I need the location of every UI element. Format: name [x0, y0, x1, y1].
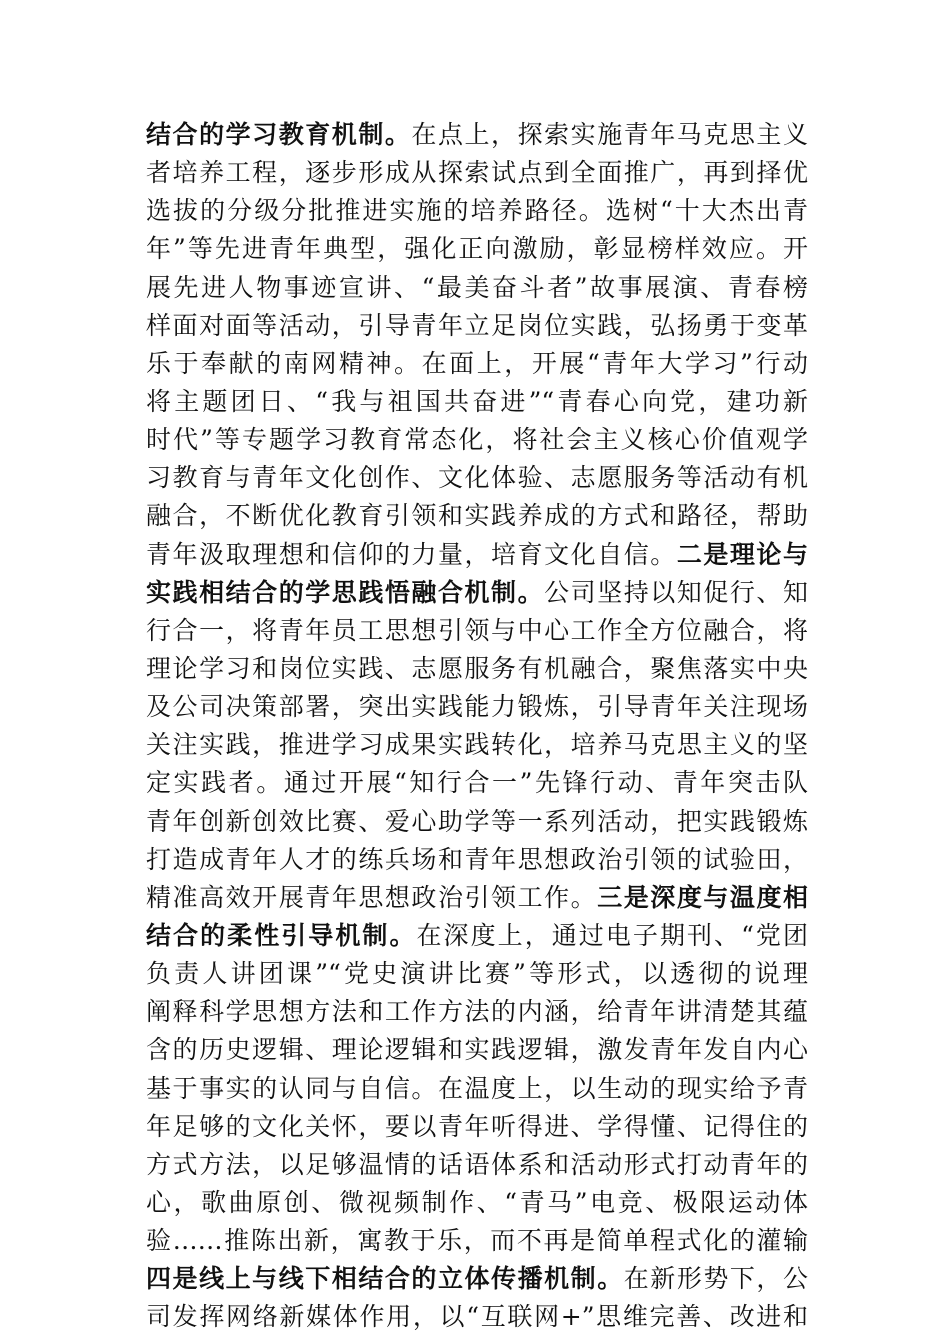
body-text	[146, 116, 808, 1337]
text-line	[146, 993, 808, 1031]
body-text-run: 在点上，探索实施青年马克思主义	[411, 120, 808, 149]
text-line	[146, 497, 808, 535]
body-text-run: 样面对面等活动，引导青年立足岗位实践，弘扬勇于变革	[146, 310, 808, 340]
text-line	[146, 345, 808, 383]
text-line	[146, 1260, 808, 1298]
text-line	[146, 955, 808, 993]
body-text-run: 在新形势下，公	[623, 1264, 808, 1294]
text-line	[146, 1298, 808, 1336]
text-line	[146, 917, 808, 955]
bold-heading-text: 二是理论与	[676, 539, 808, 569]
bold-heading-text: 结合的柔性引导机制。	[146, 920, 417, 950]
body-text-run: 乐于奉献的南网精神。在面上，开展“青年大学习”行动	[146, 348, 808, 378]
bold-heading-text: 实践相结合的学思践悟融合机制。	[146, 577, 545, 607]
body-text-run: 司发挥网络新媒体作用，以“互联网+”思维完善、改进和	[146, 1302, 808, 1332]
text-line	[146, 459, 808, 497]
text-line	[146, 269, 808, 307]
bold-heading-text: 四是线上与线下相结合的立体传播机制。	[146, 1264, 624, 1294]
text-line	[146, 841, 808, 879]
body-text-run: 及公司决策部署，突出实践能力锻炼，引导青年关注现场	[146, 692, 808, 722]
body-text-run: 将主题团日、“我与祖国共奋进”“青春心向党，建功新	[146, 386, 808, 416]
body-text-run: 青年汲取理想和信仰的力量，培育文化自信。	[146, 539, 677, 569]
text-line	[146, 307, 808, 345]
body-text-run: 习教育与青年文化创作、文化体验、志愿服务等活动有机	[146, 463, 808, 493]
text-line	[146, 650, 808, 688]
text-line	[146, 764, 808, 802]
text-line	[146, 154, 808, 192]
body-text-run: 打造成青年人才的练兵场和青年思想政治引领的试验田，	[146, 844, 808, 874]
body-text-run: 公司坚持以知促行、知	[544, 577, 808, 607]
body-text-run: 年”等先进青年典型，强化正向激励，彰显榜样效应。开	[146, 234, 808, 264]
text-line	[146, 1108, 808, 1146]
text-line	[146, 574, 808, 612]
body-text-run: 展先进人物事迹宣讲、“最美奋斗者”故事展演、青春榜	[146, 272, 808, 302]
text-line	[146, 1146, 808, 1184]
body-text-run: 方式方法，以足够温情的话语体系和活动形式打动青年的	[146, 1149, 808, 1179]
body-text-run: 行合一，将青年员工思想引领与中心工作全方位融合，将	[146, 615, 808, 645]
text-line	[146, 1070, 808, 1108]
body-text-run: 精准高效开展青年思想政治引领工作。	[146, 882, 598, 912]
body-text-run: 验……推陈出新，寓教于乐，而不再是简单程式化的灌输	[146, 1226, 808, 1256]
body-text-run: 年足够的文化关怀，要以青年听得进、学得懂、记得住的	[146, 1111, 808, 1141]
text-line	[146, 1184, 808, 1222]
text-line	[146, 879, 808, 917]
body-text-run: 基于事实的认同与自信。在温度上，以生动的现实给予青	[146, 1073, 808, 1103]
text-line	[146, 1222, 808, 1260]
body-text-run: 负责人讲团课”“党史演讲比赛”等形式，以透彻的说理	[146, 959, 808, 989]
text-line	[146, 612, 808, 650]
text-line	[146, 116, 808, 154]
text-line	[146, 803, 808, 841]
body-text-run: 理论学习和岗位实践、志愿服务有机融合，聚焦落实中央	[146, 653, 808, 683]
body-text-run: 时代”等专题学习教育常态化，将社会主义核心价值观学	[146, 425, 808, 455]
body-text-run: 青年创新创效比赛、爱心助学等一系列活动，把实践锻炼	[146, 806, 808, 836]
body-text-run: 关注实践，推进学习成果实践转化，培养马克思主义的坚	[146, 730, 808, 760]
body-text-run: 心，歌曲原创、微视频制作、“青马”电竞、极限运动体	[146, 1187, 808, 1217]
bold-heading-text: 三是深度与温度相	[597, 882, 808, 912]
text-line	[146, 230, 808, 268]
body-text-run: 在深度上，通过电子期刊、“党团	[416, 920, 808, 950]
body-text-run: 阐释科学思想方法和工作方法的内涵，给青年讲清楚其蕴	[146, 997, 808, 1027]
body-text-run: 选拔的分级分批推进实施的培养路径。选树“十大杰出青	[146, 196, 808, 226]
text-line	[146, 1031, 808, 1069]
text-line	[146, 536, 808, 574]
body-text-run: 者培养工程，逐步形成从探索试点到全面推广，再到择优	[146, 158, 808, 188]
text-line	[146, 421, 808, 459]
text-line	[146, 192, 808, 230]
text-line	[146, 688, 808, 726]
bold-heading-text: 结合的学习教育机制。	[146, 120, 412, 149]
text-line	[146, 383, 808, 421]
text-line	[146, 726, 808, 764]
body-text-run: 定实践者。通过开展“知行合一”先锋行动、青年突击队	[146, 768, 808, 798]
body-text-run: 含的历史逻辑、理论逻辑和实践逻辑，激发青年发自内心	[146, 1035, 808, 1065]
body-text-run: 融合，不断优化教育引领和实践养成的方式和路径，帮助	[146, 501, 808, 531]
